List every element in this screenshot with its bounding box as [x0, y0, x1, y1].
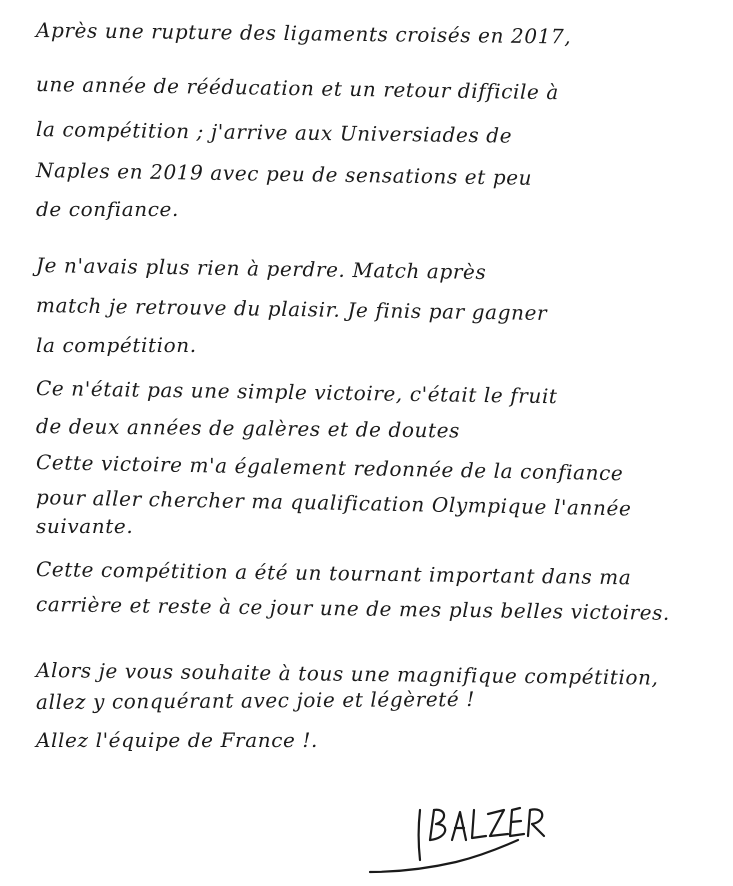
letter-line: allez y conquérant avec joie et légèreté ! [35, 686, 475, 714]
letter-line: match je retrouve du plaisir. Je finis par gagner [35, 293, 548, 326]
letter-line: de confiance. [36, 197, 179, 221]
letter-line: pour aller chercher ma qualification Olympique l'année [35, 485, 632, 521]
letter-line: Naples en 2019 avec peu de sensations et peu [35, 158, 533, 190]
letter-line: Alors je vous souhaite à tous une magnifique compétition, [35, 658, 659, 690]
letter-line: la compétition ; j'arrive aux Universiades de [35, 117, 513, 148]
letter-line: Ce n'était pas une simple victoire, c'était le fruit [35, 376, 558, 409]
letter-line: suivante. [36, 514, 134, 538]
letter-line: de deux années de galères et de doutes [35, 414, 461, 443]
letter-line: une année de rééducation et un retour difficile à [35, 72, 560, 105]
letter-line: Cette compétition a été un tournant important dans ma [35, 557, 632, 590]
letter-line: la compétition. [36, 333, 197, 357]
letter-line: Après une rupture des ligaments croisés en 2017, [35, 18, 572, 49]
letter-line: Allez l'équipe de France !. [36, 728, 319, 752]
signature [360, 780, 570, 880]
letter-line: Cette victoire m'a également redonnée de la confiance [35, 450, 624, 486]
letter-line: Je n'avais plus rien à perdre. Match après [35, 253, 487, 285]
letter-line: carrière et reste à ce jour une de mes plus belles victoires. [35, 592, 671, 625]
